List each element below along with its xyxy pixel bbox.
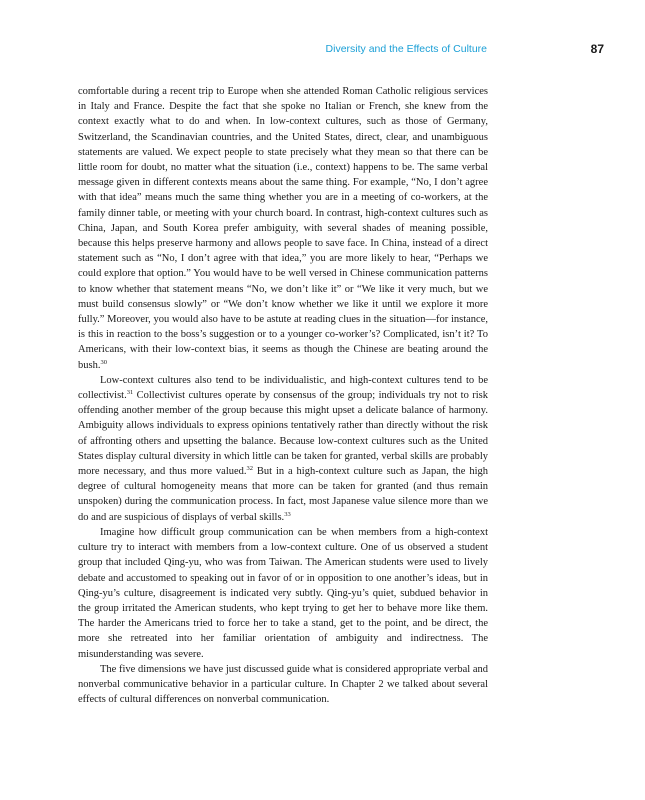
paragraph-3 xyxy=(78,525,488,662)
body-text xyxy=(78,84,488,707)
footnote-ref-31: 31 xyxy=(126,389,134,397)
running-head xyxy=(0,43,645,59)
chapter-title: Diversity and the Effects of Culture xyxy=(325,43,487,55)
paragraph-4-text: The five dimensions we have just discussed guide what is considered appropriate verbal and nonverbal communicative behavior in a particular culture. In Chapter 2 we talked about several effects of cultural differences on nonverbal communication. xyxy=(78,663,488,706)
footnote-ref-32: 32 xyxy=(246,465,254,473)
paragraph-2-text-b: Collectivist cultures operate by consensus of the group; individuals try not to risk offending another member of the group because this might upset a delicate balance of harmony. Ambiguity allows individuals to express opinions tentatively rather than directly without the risk of affronting others and upsetting the balance. Because low-context cultures such as the United States display cultural diversity in which little can be taken for granted, verbal skills are probably more necessary, and thus more valued. xyxy=(78,390,488,478)
paragraph-1-text: comfortable during a recent trip to Europe when she attended Roman Catholic religious services in Italy and France. Despite the fact that she spoke no Italian or French, she knew from the context exactly what to do and when. In low-context cultures, such as those of Germany, Switzerland, the Scandinavian countries, and the United States, direct, clear, and unambiguous statements are valued. We expect people to state precisely what they mean so that there can be little room for doubt, no matter what the situation (i.e., context) happens to be. The same verbal message given in different contexts means about the same thing. For example, “No, I don’t agree with that idea” means much the same thing whether you are in a meeting of co-workers, at the family dinner table, or meeting with your church board. In contrast, high-context cultures such as China, Japan, and South Korea prefer ambiguity, with several shades of meaning possible, because this helps preserve harmony and allows people to save face. In China, instead of a direct statement such as “No, I don’t agree with that idea,” you are more likely to hear, “Perhaps we could explore that option.” You would have to be well versed in Chinese communication patterns to know whether that statement means “No, we don’t like it” or “We like it very much, but we must build consensus slowly” or “We don’t know whether we like it until we explore it more fully.” Moreover, you would also have to be astute at reading clues in the situation—for instance, is this in reaction to the boss’s suggestion or to a younger co-worker’s? Complicated, isn’t it? To Americans, with their low-context bias, it seems as though the Chinese are beating around the bush. xyxy=(78,86,488,371)
footnote-ref-33: 33 xyxy=(284,510,291,518)
paragraph-4 xyxy=(78,662,488,708)
footnote-ref-30: 30 xyxy=(100,358,107,366)
paragraph-3-text: Imagine how difficult group communication can be when members from a high-context culture try to interact with members from a low-context culture. One of us observed a student group that included Qing-yu, who was from Taiwan. The American students were used to lively debate and accustomed to speaking out in favor of or in opposition to one another’s ideas, but in Qing-yu’s culture, disagreement is indicated very subtly. Qing-yu’s quiet, subdued behavior in the group irritated the American students, who kept trying to get her to behave more like them. The harder the Americans tried to force her to take a stand, get to the point, and be direct, the more she retreated into her familiar orientation of ambiguity and indirectness. The misunderstanding was severe. xyxy=(78,526,488,660)
paragraph-2 xyxy=(78,373,488,525)
paragraph-2-text-c: But in a high-context culture such as Japan, the high degree of cultural homogeneity means that more can be taken for granted (and thus remain unspoken) during the communication process. In fact, most Japanese value silence more than we do and are suspicious of displays of verbal skills. xyxy=(78,466,488,523)
paragraph-1 xyxy=(78,84,488,373)
page-number: 87 xyxy=(590,42,604,56)
paragraph-2-text-a: Low-context cultures also tend to be individualistic, and high-context cultures tend to be collectivist. xyxy=(78,374,488,402)
